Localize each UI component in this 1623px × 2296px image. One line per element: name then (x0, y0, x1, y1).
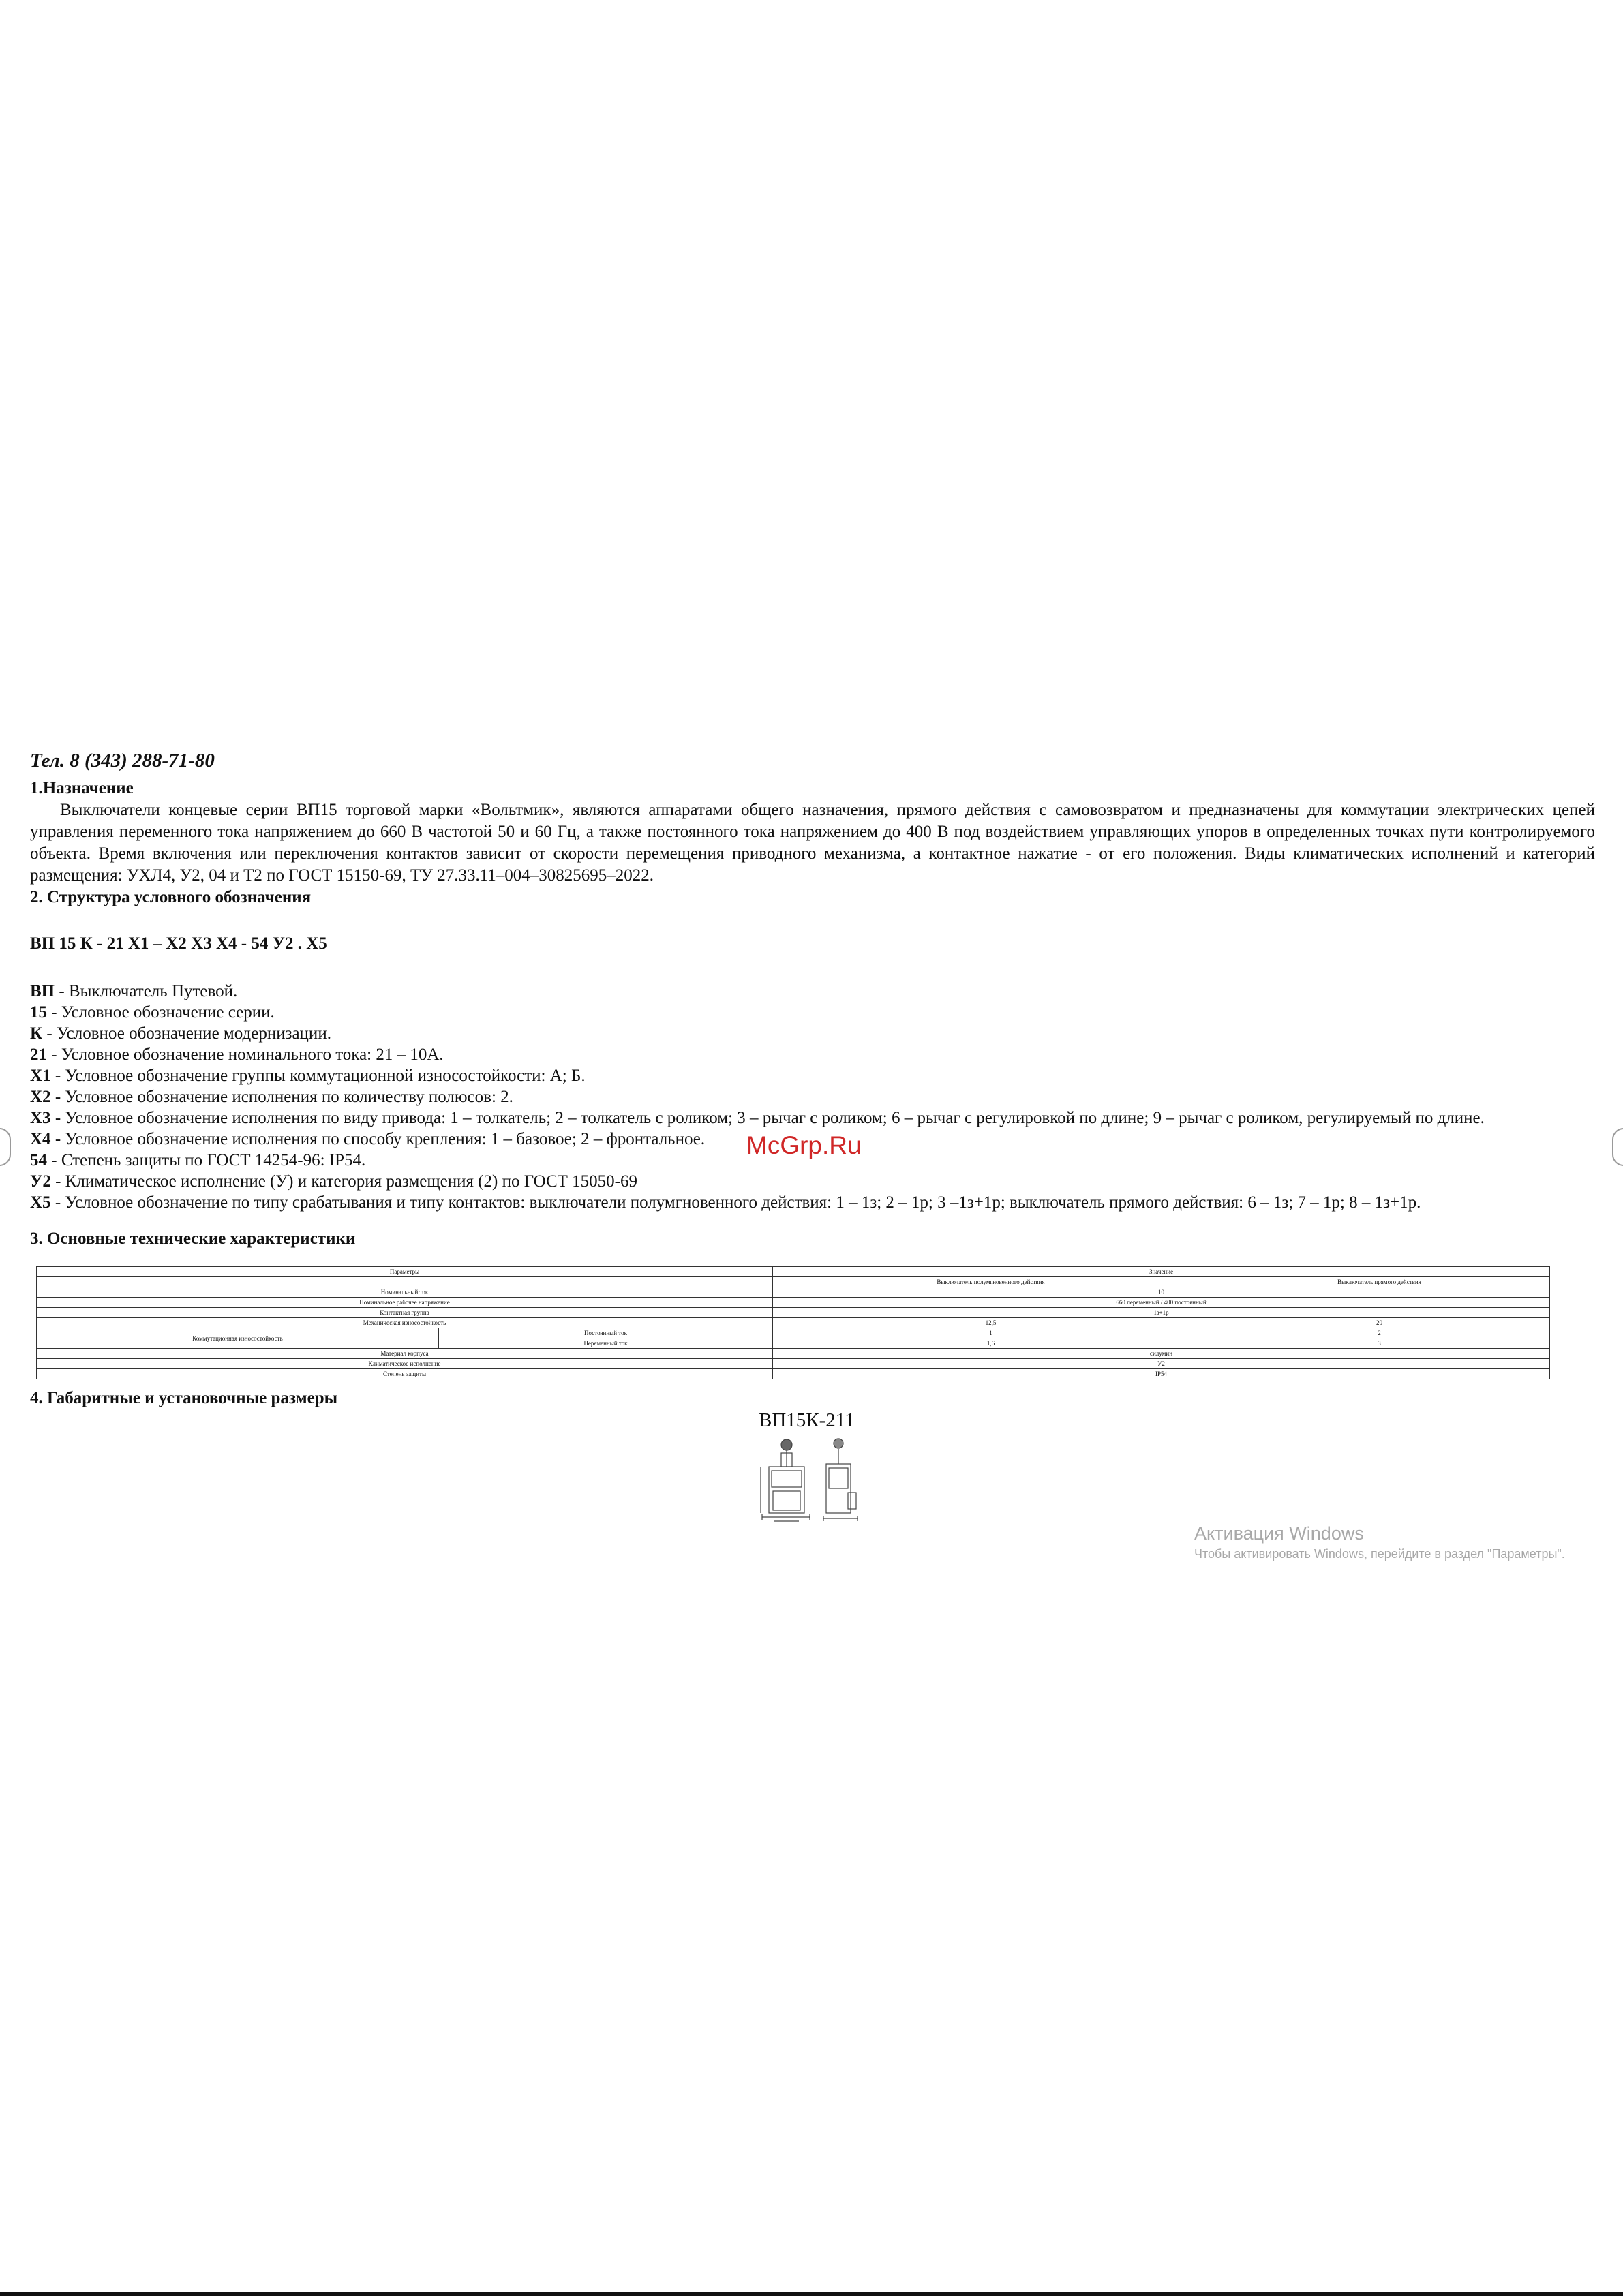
table-cell: У2 (773, 1359, 1550, 1369)
table-cell: 12,5 (773, 1318, 1209, 1328)
table-cell: 10 (773, 1287, 1550, 1298)
definition-item (30, 1086, 1595, 1107)
table-row (37, 1308, 1550, 1318)
table-cell: Номинальный ток (37, 1287, 773, 1298)
definition-text: - Условное обозначение номинального тока: 21 – 10А. (47, 1045, 444, 1064)
definition-text: - Условное обозначение группы коммутационной износостойкости: А; Б. (50, 1067, 586, 1085)
table-cell: Контактная группа (37, 1308, 773, 1318)
section-3-title: 3. Основные технические характеристики (30, 1229, 356, 1248)
specifications-table (36, 1266, 1550, 1379)
previous-page-button[interactable] (0, 1128, 11, 1166)
definition-code: У2 (30, 1172, 51, 1191)
table-cell: Переменный ток (439, 1338, 773, 1349)
table-cell: 1 (773, 1328, 1209, 1338)
table-row (37, 1277, 1550, 1287)
table-cell: 20 (1209, 1318, 1550, 1328)
table-cell: Номинальное рабочее напряжение (37, 1298, 773, 1308)
section-4-title: 4. Габаритные и установочные размеры (30, 1389, 338, 1407)
definition-item (30, 1171, 1595, 1192)
definition-text: - Условное обозначение серии. (47, 1003, 275, 1022)
table-cell: 3 (1209, 1338, 1550, 1349)
table-row (37, 1328, 1550, 1338)
table-cell: 1з+1р (773, 1308, 1550, 1318)
definition-item (30, 1023, 1595, 1044)
definition-code: Х5 (30, 1193, 51, 1212)
table-cell: IP54 (773, 1369, 1550, 1379)
table-cell: Механическая износостойкость (37, 1318, 773, 1328)
table-cell: Выключатель полумгновенного действия (773, 1277, 1209, 1287)
definition-item (30, 1107, 1595, 1129)
definition-code: ВП (30, 982, 55, 1000)
designation-definitions (30, 981, 1595, 1213)
definition-code: 21 (30, 1045, 47, 1064)
designation-structure: ВП 15 К - 21 Х1 – Х2 Х3 Х4 - 54 У2 . Х5 (30, 934, 327, 953)
table-cell: Параметры (37, 1267, 773, 1277)
site-watermark: McGrp.Ru (746, 1131, 862, 1159)
table-cell: 2 (1209, 1328, 1550, 1338)
table-row (37, 1359, 1550, 1369)
table-row (37, 1267, 1550, 1277)
definition-text: - Условное обозначение по типу срабатывания и типу контактов: выключатели полумгновенного действия: 1 – 1з; 2 – 1р; 3 –1з+1р; выключатель прямого действия: 6 – 1з; 7 – 1р; 8 – 1з+1р. (50, 1193, 1421, 1212)
table-row (37, 1369, 1550, 1379)
definition-text: - Условное обозначение исполнения по виду привода: 1 – толкатель; 2 – толкатель с роликом; 3 – рычаг с роликом; 6 – рычаг с регулировкой по длине; 9 – рычаг с роликом, регулируемый по длине. (50, 1109, 1485, 1127)
table-row (37, 1287, 1550, 1298)
table-cell: Степень защиты (37, 1369, 773, 1379)
definition-item (30, 1002, 1595, 1023)
definition-text: - Условное обозначение модернизации. (42, 1024, 331, 1043)
definition-text: - Климатическое исполнение (У) и категория размещения (2) по ГОСТ 15050-69 (50, 1172, 637, 1191)
definition-item (30, 1192, 1595, 1213)
definition-text: - Степень защиты по ГОСТ 14254-96: IP54. (47, 1151, 366, 1169)
document-content (30, 750, 1595, 1250)
table-cell: Значение (773, 1267, 1550, 1277)
definition-item (30, 1065, 1595, 1086)
table-cell: 1,6 (773, 1338, 1209, 1349)
switch-dimension-drawing (755, 1435, 868, 1525)
section-1-text: Выключатели концевые серии ВП15 торговой марки «Вольтмик», являются аппаратами общего назначения, прямого действия с самовозвратом и предназначены для коммутации электрических цепей управления переменного тока напряжением до 660 В частотой 50 и 60 Гц, а также постоянного тока напряжением до 400 В под воздействием управляющих упоров в определенных точках пути контролируемого объекта. Время включения или переключения контактов зависит от скорости перемещения приводного механизма, а контактное нажатие - от его положения. Виды климатических исполнений и категорий размещения: УХЛ4, У2, 04 и Т2 по ГОСТ 15150-69, ТУ 27.33.11–004–30825695–2022. (30, 801, 1595, 885)
figure-title: ВП15К-211 (759, 1409, 855, 1431)
bottom-edge-bar (0, 2292, 1623, 2296)
table-row (37, 1298, 1550, 1308)
activation-title: Активация Windows (1194, 1523, 1364, 1544)
definition-code: Х3 (30, 1109, 51, 1127)
section-1-paragraph (30, 799, 1595, 887)
phone-number: Тел. 8 (343) 288-71-80 (30, 750, 215, 771)
section-2-title: 2. Структура условного обозначения (30, 888, 312, 906)
table-cell: Выключатель прямого действия (1209, 1277, 1550, 1287)
activation-text: Чтобы активировать Windows, перейдите в раздел "Параметры". (1194, 1547, 1565, 1561)
definition-item (30, 981, 1595, 1002)
definition-text: - Условное обозначение исполнения по количеству полюсов: 2. (50, 1088, 513, 1106)
table-row (37, 1318, 1550, 1328)
definition-item (30, 1044, 1595, 1065)
definition-code: Х4 (30, 1130, 51, 1148)
table-cell: Постоянный ток (439, 1328, 773, 1338)
table-cell: силумин (773, 1349, 1550, 1359)
table-cell: Коммутационная износостойкость (37, 1328, 439, 1349)
definition-code: К (30, 1024, 43, 1043)
table-cell: Материал корпуса (37, 1349, 773, 1359)
windows-activation-notice (1194, 1523, 1565, 1561)
definition-code: 54 (30, 1151, 47, 1169)
definition-code: 15 (30, 1003, 47, 1022)
next-page-button[interactable] (1612, 1128, 1623, 1166)
table-row (37, 1349, 1550, 1359)
table-cell (37, 1277, 773, 1287)
section-1-title: 1.Назначение (30, 779, 134, 797)
definition-text: - Выключатель Путевой. (55, 982, 238, 1000)
definition-text: - Условное обозначение исполнения по способу крепления: 1 – базовое; 2 – фронтальное. (50, 1130, 706, 1148)
table-cell: Климатическое исполнение (37, 1359, 773, 1369)
definition-code: Х1 (30, 1067, 51, 1085)
definition-code: Х2 (30, 1088, 51, 1106)
table-cell: 660 переменный / 400 постоянный (773, 1298, 1550, 1308)
